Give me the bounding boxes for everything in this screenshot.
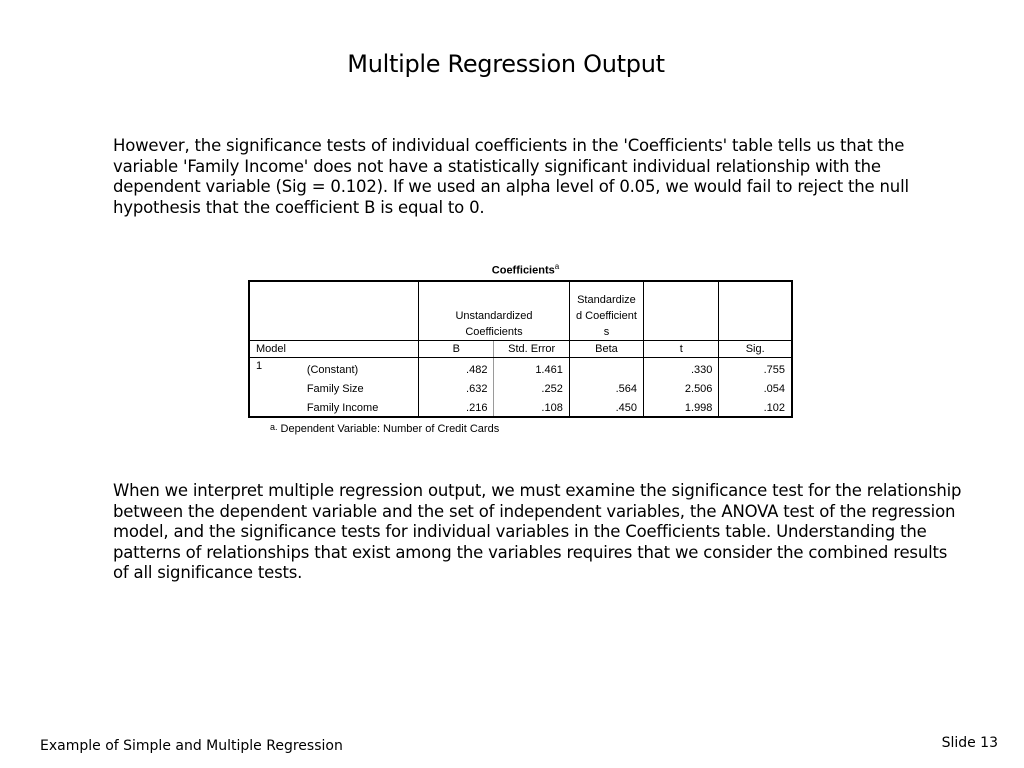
cell-t: .330 (644, 358, 719, 379)
table-row (249, 358, 792, 379)
table-subheader-row (249, 341, 792, 358)
predictor-name: (Constant) (306, 364, 359, 376)
cell-b: .482 (419, 358, 494, 379)
header-sig-blank (719, 281, 792, 341)
header-t-blank (644, 281, 719, 341)
table-header-row (249, 281, 792, 341)
footnote-marker: a. (270, 422, 278, 432)
coefficients-title-marker: a (554, 262, 560, 271)
coefficients-table (248, 280, 793, 418)
slide-title: Multiple Regression Output (347, 50, 665, 78)
conclusion-paragraph: When we interpret multiple regression output, we must examine the significance test for the relationship between the dependent variable and the set of independent variables, the ANOVA test of the regression model, and the significance tests for individual variables in the Coefficients table. Understanding the patterns of relationships that exist among the variables requires that we consider the combined results of all significance tests. (113, 481, 962, 582)
header-sig: Sig. (719, 341, 792, 358)
cell-b: .216 (419, 397, 494, 417)
footer-caption: Example of Simple and Multiple Regression (40, 738, 343, 754)
footnote-text: Dependent Variable: Number of Credit Cards (280, 423, 500, 435)
cell-std-error: 1.461 (494, 358, 569, 379)
header-std-error: Std. Error (494, 341, 569, 358)
header-unstandardized: Unstandardized Coefficients (419, 281, 570, 341)
cell-beta (569, 358, 643, 379)
table-row (249, 397, 792, 417)
predictor-name: Family Income (306, 402, 379, 414)
cell-beta: .564 (569, 378, 643, 397)
cell-sig: .755 (719, 358, 792, 379)
header-standardized: Standardized Coefficients (569, 281, 643, 341)
cell-std-error: .108 (494, 397, 569, 417)
cell-sig: .054 (719, 378, 792, 397)
header-beta: Beta (569, 341, 643, 358)
header-b: B (419, 341, 494, 358)
coefficients-table-title (248, 258, 793, 280)
cell-sig: .102 (719, 397, 792, 417)
cell-std-error: .252 (494, 378, 569, 397)
table-footnote (248, 422, 793, 435)
header-model: Model (249, 341, 419, 358)
model-number: 1 (256, 360, 263, 372)
coefficients-output (248, 258, 793, 435)
table-row (249, 378, 792, 397)
predictor-name: Family Size (306, 383, 364, 395)
header-t: t (644, 341, 719, 358)
cell-b: .632 (419, 378, 494, 397)
header-blank (249, 281, 419, 341)
cell-t: 2.506 (644, 378, 719, 397)
intro-paragraph: However, the significance tests of individual coefficients in the 'Coefficients' table tells us that the variable 'Family Income' does not have a statistically significant individual relationship with the dependent variable (Sig = 0.102). If we used an alpha level of 0.05, we would fail to reject the null hypothesis that the coefficient B is equal to 0. (113, 136, 909, 217)
coefficients-title-text: Coefficients (491, 264, 555, 277)
cell-t: 1.998 (644, 397, 719, 417)
cell-beta: .450 (569, 397, 643, 417)
slide-number: Slide 13 (941, 735, 998, 751)
